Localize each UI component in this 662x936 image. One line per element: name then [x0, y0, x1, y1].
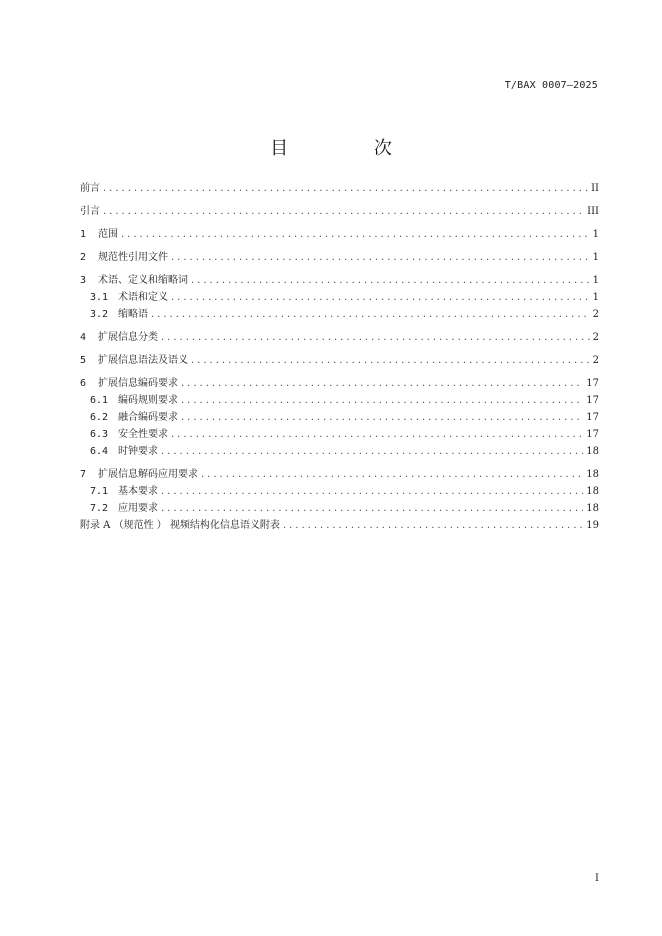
- toc-entry-label: 附录 A （规范性 ） 视频结构化信息语义附表: [80, 520, 280, 531]
- toc-section-number: 7: [80, 469, 87, 480]
- toc-section-number: 5: [80, 355, 87, 366]
- toc-section-number: 6.2: [90, 412, 109, 423]
- toc-entry-7-1[interactable]: [80, 483, 599, 500]
- toc-entry-label: 3.1 术语和定义: [80, 289, 168, 306]
- toc-entry-foreword[interactable]: [80, 180, 599, 197]
- toc-entry-label: 5 扩展信息语法及语义: [80, 352, 188, 369]
- toc-page-number: 18: [586, 486, 599, 497]
- toc-leader-dots: [191, 272, 590, 289]
- toc-entry-3-1[interactable]: [80, 289, 599, 306]
- toc-entry-2[interactable]: [80, 249, 599, 266]
- page-number: I: [595, 873, 599, 884]
- toc-entry-3-2[interactable]: [80, 306, 599, 323]
- toc-entry-7-2[interactable]: [80, 500, 599, 517]
- toc-page-number: 1: [592, 275, 599, 286]
- toc-section-number: 2: [80, 252, 87, 263]
- toc-leader-dots: [161, 483, 583, 500]
- toc-entry-6[interactable]: [80, 375, 599, 392]
- toc-section-number: 4: [80, 332, 87, 343]
- toc-leader-dots: [181, 409, 583, 426]
- toc-section-number: 7.1: [90, 486, 109, 497]
- toc-section-number: 6.1: [90, 395, 109, 406]
- toc-page-number: 17: [586, 412, 599, 423]
- toc-page-number: III: [587, 206, 599, 217]
- toc-leader-dots: [161, 500, 583, 517]
- document-code: T/BAX 0007—2025: [504, 80, 598, 91]
- toc-entry-label: 3.2 缩略语: [80, 306, 148, 323]
- toc-entry-label: 4 扩展信息分类: [80, 329, 158, 346]
- toc-page-number: 18: [586, 469, 599, 480]
- toc-leader-dots: [161, 329, 590, 346]
- toc-leader-dots: [201, 466, 583, 483]
- toc-entry-5[interactable]: [80, 352, 599, 369]
- toc-entry-label: 6.1 编码规则要求: [80, 392, 178, 409]
- toc-entry-label: 前言: [80, 183, 100, 194]
- toc-entry-6-2[interactable]: [80, 409, 599, 426]
- toc-page-number: 19: [586, 520, 599, 531]
- toc-leader-dots: [171, 289, 590, 306]
- toc-section-number: 3.2: [90, 309, 109, 320]
- toc-entry-introduction[interactable]: [80, 203, 599, 220]
- toc-entry-label: 6.4 时钟要求: [80, 443, 158, 460]
- toc-section-number: 7.2: [90, 503, 109, 514]
- toc-page-number: 17: [586, 429, 599, 440]
- page-title: 目 次: [270, 138, 432, 159]
- toc-leader-dots: [181, 392, 583, 409]
- table-of-contents: [80, 180, 599, 534]
- toc-entry-label: 1 范围: [80, 226, 118, 243]
- toc-entry-4[interactable]: [80, 329, 599, 346]
- toc-entry-7[interactable]: [80, 466, 599, 483]
- toc-section-number: 6.3: [90, 429, 109, 440]
- toc-leader-dots: [151, 306, 590, 323]
- toc-leader-dots: [171, 426, 583, 443]
- toc-entry-3[interactable]: [80, 272, 599, 289]
- toc-page-number: 17: [586, 395, 599, 406]
- toc-page-number: 18: [586, 503, 599, 514]
- toc-leader-dots: [121, 226, 590, 243]
- toc-page-number: 17: [586, 378, 599, 389]
- toc-page-number: 2: [592, 355, 599, 366]
- toc-page-number: 1: [592, 252, 599, 263]
- toc-page-number: 2: [592, 332, 599, 343]
- toc-leader-dots: [103, 203, 584, 220]
- toc-leader-dots: [283, 517, 583, 534]
- toc-entry-label: 6.2 融合编码要求: [80, 409, 178, 426]
- toc-page-number: 1: [592, 292, 599, 303]
- toc-entry-label: 2 规范性引用文件: [80, 249, 168, 266]
- toc-section-number: 6.4: [90, 446, 109, 457]
- toc-leader-dots: [103, 180, 588, 197]
- toc-section-number: 1: [80, 229, 87, 240]
- toc-entry-label: 引言: [80, 206, 100, 217]
- toc-entry-label: 7.2 应用要求: [80, 500, 158, 517]
- toc-leader-dots: [161, 443, 583, 460]
- toc-page-number: II: [591, 183, 599, 194]
- toc-section-number: 6: [80, 378, 87, 389]
- toc-leader-dots: [171, 249, 590, 266]
- toc-section-number: 3.1: [90, 292, 109, 303]
- toc-entry-1[interactable]: [80, 226, 599, 243]
- toc-section-number: 3: [80, 275, 87, 286]
- toc-entry-label: 7 扩展信息解码应用要求: [80, 466, 198, 483]
- toc-leader-dots: [191, 352, 590, 369]
- toc-entry-label: 3 术语、定义和缩略词: [80, 272, 188, 289]
- toc-entry-6-3[interactable]: [80, 426, 599, 443]
- toc-page-number: 1: [592, 229, 599, 240]
- toc-entry-label: 6.3 安全性要求: [80, 426, 168, 443]
- toc-entry-6-4[interactable]: [80, 443, 599, 460]
- toc-entry-appendix-a[interactable]: [80, 517, 599, 534]
- toc-page-number: 2: [592, 309, 599, 320]
- toc-page-number: 18: [586, 446, 599, 457]
- toc-leader-dots: [181, 375, 583, 392]
- toc-entry-label: 6 扩展信息编码要求: [80, 375, 178, 392]
- toc-entry-label: 7.1 基本要求: [80, 483, 158, 500]
- toc-entry-6-1[interactable]: [80, 392, 599, 409]
